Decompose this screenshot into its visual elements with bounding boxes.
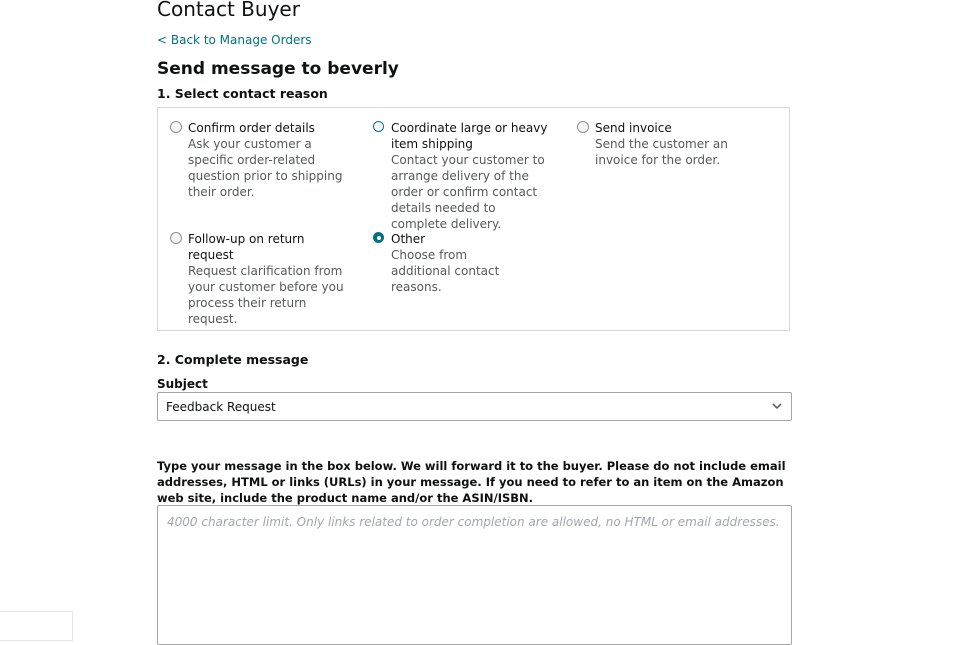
corner-widget[interactable]	[0, 611, 73, 641]
contact-reason-group	[157, 107, 790, 331]
select-contact-reason-heading: 1. Select contact reason	[157, 86, 328, 101]
message-placeholder: 4000 character limit. Only links related to order completion are allowed, no HTML or email addresses.	[167, 515, 780, 529]
radio-button[interactable]	[170, 232, 182, 244]
radio-button[interactable]	[373, 121, 384, 132]
reason-coordinate-shipping[interactable]	[373, 120, 548, 232]
reason-title: Other	[391, 232, 426, 246]
subject-dropdown[interactable]	[157, 392, 792, 421]
subject-label: Subject	[157, 377, 208, 391]
reason-description: Contact your customer to arrange delivery of the order or confirm contact details needed to complete delivery.	[391, 153, 545, 231]
reason-title: Follow-up on return request	[188, 232, 305, 262]
complete-message-heading: 2. Complete message	[157, 352, 309, 367]
reason-description: Send the customer an invoice for the order.	[595, 137, 728, 167]
reason-title: Send invoice	[595, 121, 672, 135]
reason-follow-up-return[interactable]	[170, 231, 345, 327]
radio-button-selected[interactable]	[373, 232, 384, 243]
reason-title: Confirm order details	[188, 121, 315, 135]
subject-value: Feedback Request	[166, 400, 276, 414]
radio-button[interactable]	[170, 121, 182, 133]
message-textarea[interactable]	[157, 505, 792, 645]
page-title: Contact Buyer	[157, 0, 300, 21]
reason-title: Coordinate large or heavy item shipping	[391, 121, 548, 151]
reason-other[interactable]	[373, 231, 523, 295]
radio-button[interactable]	[577, 121, 589, 133]
reason-confirm-order-details[interactable]	[170, 120, 360, 200]
message-instructions: Type your message in the box below. We will forward it to the buyer. Please do not include email addresses, HTML or links (URLs) in your message. If you need to refer to an item on the Amazon web site, include the product name and/or the ASIN/ISBN.	[157, 459, 786, 505]
send-message-heading: Send message to beverly	[157, 59, 399, 79]
chevron-down-icon	[771, 400, 783, 412]
reason-description: Ask your customer a specific order-related question prior to shipping their order.	[188, 137, 343, 199]
reason-description: Request clarification from your customer before you process their return request.	[188, 264, 344, 326]
reason-send-invoice[interactable]	[577, 120, 757, 168]
reason-description: Choose from additional contact reasons.	[391, 248, 500, 294]
back-to-manage-orders-link[interactable]: < Back to Manage Orders	[157, 33, 312, 47]
